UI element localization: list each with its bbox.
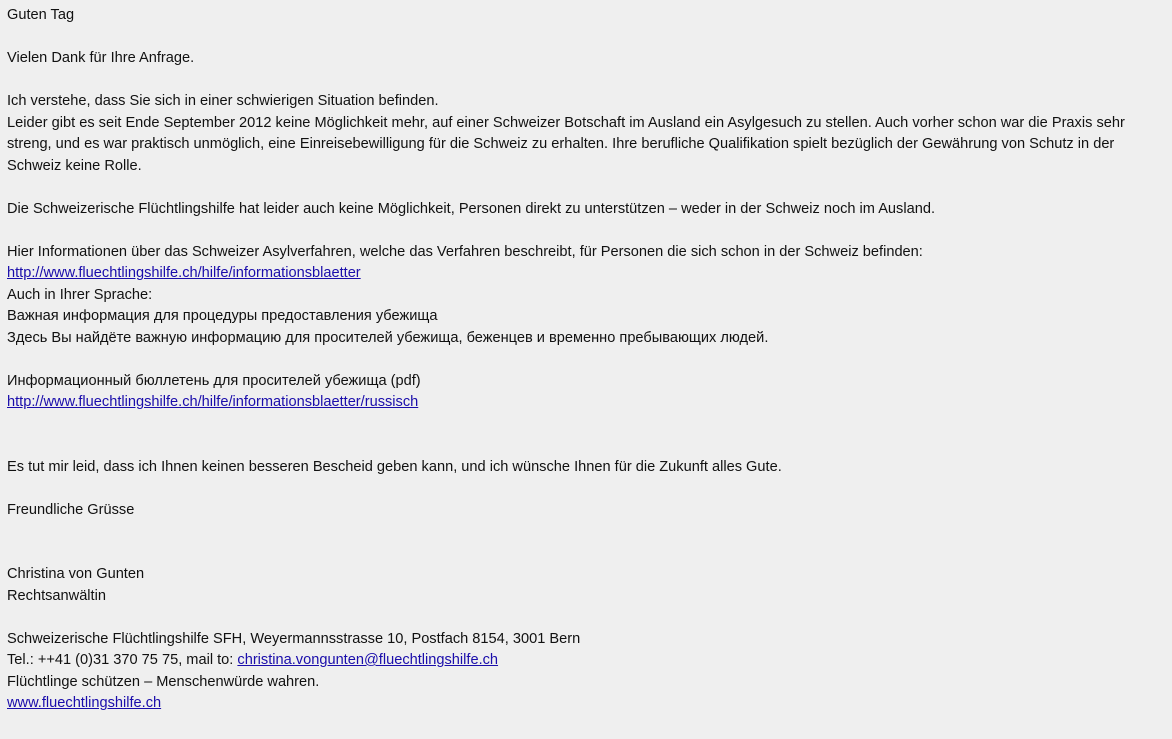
website-link[interactable]: www.fluechtlingshilfe.ch [7, 695, 162, 711]
russian-bulletin: Информационный бюллетень для просителей убежища (pdf) [7, 372, 421, 389]
spacer [7, 435, 1165, 457]
russian-link-line [7, 392, 1165, 414]
thanks-line: Vielen Dank für Ihre Anfrage. [7, 50, 195, 66]
russian-description: Здесь Вы найдёте важную информацию для просителей убежища, беженцев и временно пребывающих людей. [7, 329, 769, 346]
greeting: Guten Tag [7, 7, 75, 23]
spacer [7, 349, 1165, 371]
signature-slogan: Flüchtlinge schützen – Menschenwürde wahren. [7, 673, 320, 690]
spacer [7, 478, 1165, 500]
tel-text: Tel.: ++41 (0)31 370 75 75, mail to: [7, 652, 238, 668]
paragraph-no-support: Die Schweizerische Flüchtlingshilfe hat leider auch keine Möglichkeit, Personen direkt zu unterstützen – weder in der Schweiz noch im Ausland. [7, 200, 935, 217]
spacer [7, 177, 1165, 199]
regards: Freundliche Grüsse [7, 501, 135, 518]
signature-name: Christina von Gunten [7, 566, 145, 582]
spacer [7, 543, 1165, 565]
signature-contact [7, 650, 1165, 672]
closing-sorry: Es tut mir leid, dass ich Ihnen keinen besseren Bescheid geben kann, und ich wünsche Ihnen für die Zukunft alles Gute. [7, 458, 782, 475]
website-link-line [7, 693, 1165, 715]
paragraph-situation: Ich verstehe, dass Sie sich in einer schwierigen Situation befinden. [7, 93, 439, 109]
email-link[interactable]: christina.vongunten@fluechtlingshilfe.ch [237, 652, 499, 668]
spacer [7, 220, 1165, 242]
spacer [7, 607, 1165, 629]
spacer [7, 521, 1165, 543]
own-language-line: Auch in Ihrer Sprache: [7, 286, 153, 303]
info-intro: Hier Informationen über das Schweizer Asylverfahren, welche das Verfahren beschreibt, für Personen die sich schon in der Schweiz befinden: [7, 243, 923, 260]
info-link[interactable]: http://www.fluechtlingshilfe.ch/hilfe/informationsblaetter [7, 265, 361, 281]
spacer [7, 70, 1165, 92]
paragraph-embassy: Leider gibt es seit Ende September 2012 keine Möglichkeit mehr, auf einer Schweizer Botschaft im Ausland ein Asylgesuch zu stellen. Auch vorher schon war die Praxis sehr streng, und es war praktisch unmöglich, eine Einreisebewilligung für die Schweiz zu erhalten. Ihre berufliche Qualifikation spielt bezüglich der Gewährung von Schutz in der Schweiz keine Rolle. [7, 114, 1125, 174]
spacer [7, 414, 1165, 436]
info-link-line [7, 263, 1165, 285]
russian-heading: Важная информация для процедуры предоставления убежища [7, 308, 438, 324]
signature-title: Rechtsanwältin [7, 587, 106, 604]
russian-link[interactable]: http://www.fluechtlingshilfe.ch/hilfe/informationsblaetter/russisch [7, 394, 419, 410]
signature-address: Schweizerische Flüchtlingshilfe SFH, Weyermannsstrasse 10, Postfach 8154, 3001 Bern [7, 630, 581, 647]
spacer [7, 27, 1165, 49]
